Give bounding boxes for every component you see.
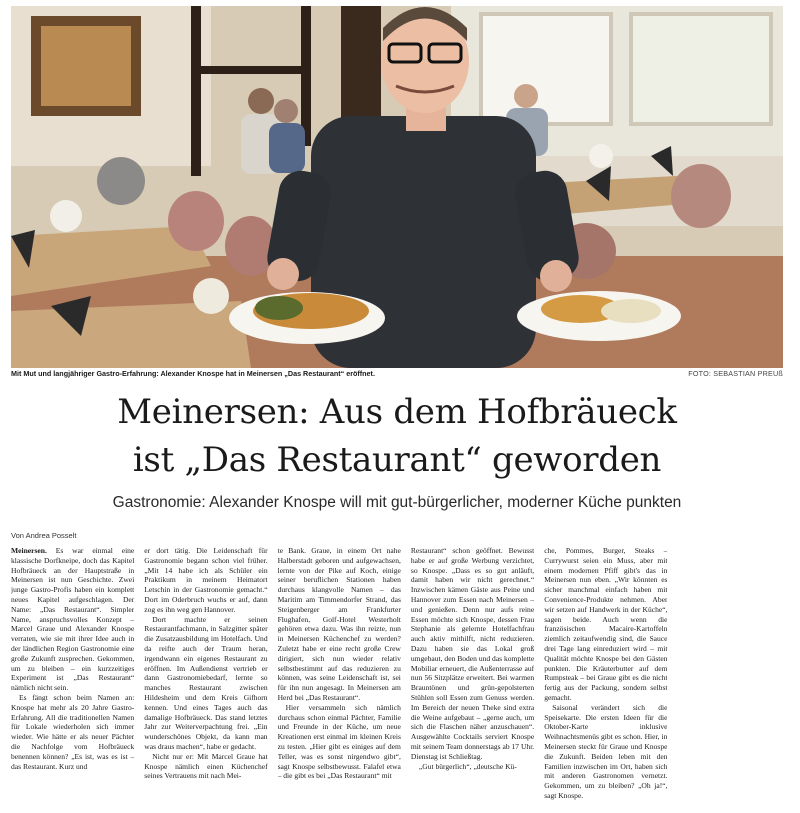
article-paragraph: Nicht nur er: Mit Marcel Graue hat Knospe nämlich einen Küchenchef seines Vertrauens mit nach Mei- (144, 751, 268, 781)
article-paragraph: Hier versammeln sich nämlich durchaus schon einmal Pächter, Familie und Freunde in der Küche, um neue Kreationen erst einmal im kleinen Kreis zu testen. „Hier gibt es einiges auf dem Teller, was es sonst nirgendwo gibt“, sagt Knospe selbstbewusst. Falafel etwa – die gibt es bei „Das Restaurant“ mit (277, 702, 401, 781)
article-column-3 (278, 546, 401, 808)
article-body (11, 546, 789, 808)
photo-credits (11, 369, 783, 381)
article-column-4 (411, 546, 534, 808)
article-paragraph: te Bank. Graue, in einem Ort nahe Halberstadt geboren und aufgewachsen, lernte von der Pike auf Koch, einige seiner beruflichen Stationen haben durchaus klangvolle Namen – das Maritim am Timmendorfer Strand, das Steigenberger am Frankfurter Flughafen, Golf-Hotel Westerholt gehören etwa dazu. Was ihn reizte, nun in Meinersen Küchenchef zu werden? Zuletzt habe er eine recht große Crew dirigiert, sich nun wieder relativ selbstbestimmt auf das reduzieren zu können, was seine Leidenschaft ist, sei für ihn nun angesagt. In Meinersen am Herd bei „Das Restaurant“. (277, 546, 401, 702)
article-column-1 (11, 546, 134, 808)
headline-line-1: Meinersen: Aus dem Hofbräueck (117, 392, 677, 432)
article-paragraph (11, 546, 134, 693)
subheadline: Gastronomie: Alexander Knospe will mit gut-bürgerlicher, moderner Küche punkten (112, 494, 682, 511)
article-paragraph: Saisonal verändert sich die Speisekarte. Die ersten Ideen für die Oktober-Karte inklusive Weihnachtsmenüs gibt es schon. Hier, in Meinersen steckt für Graue und Knospe die Zukunft. Beiden leben mit den Familien inzwischen im Ort, haben sich mit anderen Gastronomen vernetzt. Gekommen, um zu bleiben? „Oh ja!“, sagt Knospe. (544, 702, 668, 800)
article-photo (11, 6, 783, 368)
headline-line-2: ist „Das Restaurant“ geworden (132, 440, 662, 480)
article-paragraph: Dort machte er seinen Restaurantfachmann, in Salzgitter später die Zusatzausbildung im Hotelfach. Und da reifte auch der Traum heran, irgendwann ein eigenes Restaurant zu eröffnen. Im Außendienst vertrieb er dann Gastronomiebedarf, lernte so manches Restaurant zwischen Hildesheim und dem Kreis Gifhorn kennen. Und eines Tages auch das damalige Hofbräueck. Das stand letztes Jahr zur Weiterverpachtung frei. „Ein wunderschönes Objekt, da kann man was draus machen“, habe er gedacht. (144, 614, 268, 751)
article-paragraph: „Gut bürgerlich“, „deutsche Kü- (418, 761, 517, 771)
byline: Von Andrea Posselt (11, 531, 77, 540)
dateline: Meinersen. (11, 546, 47, 555)
photo-credit: FOTO: SEBASTIAN PREUß (688, 369, 783, 378)
restaurant-photo (11, 6, 783, 368)
article-paragraph: che, Pommes, Burger, Steaks – Currywurst seien ein Muss, aber mit einem modernen Pfiff gibt's das in Meinersen nun eben. „Wir könnten es sicher manchmal einfach haben mit Convenience-Produkte nehmen. Aber wir setzen auf Handwerk in der Küche“, sagen beide. Auch wenn die französischen Macaire-Kartoffeln ziemlich zeitaufwendig sind, die Sauce drei Tage lang einreduziert wird – mit Qualität möchte Knospe bei den Gästen punkten. Die Kräuterbutter auf dem Rumpsteak – bei Graue gibt es die nicht fertig aus der Packung, sondern selbst gemacht. (544, 546, 668, 702)
article-column-5 (544, 546, 667, 808)
photo-caption: Mit Mut und langjähriger Gastro-Erfahrung: Alexander Knospe hat in Meinersen „Das Restaurant“ eröffnet. (11, 369, 375, 378)
article-paragraph: Restaurant“ schon geöffnet. Bewusst habe er auf große Werbung verzichtet, so Knospe. „Dass es so gut anläuft, damit haben wir nicht gerechnet.“ Inzwischen kämen Gäste aus Peine und Hannover zum Essen nach Meinersen – und genießen. Denn nur aufs reine Essen möchte sich Knospe, dessen Frau Stephanie als gelernte Hotelfachfrau auch aktiv mithilft, nicht reduzieren. Dazu haben sie das Lokal groß umgebaut, den Boden und das komplette Mobiliar erneuert, die Außenterrasse auf nun 56 Sitzplätze erweitert. Bei warmen Brauntönen und grün-gepolsterten Stühlen soll Essen zum Genuss werden. Im Bereich der neuen Theke sind extra die Weine aufgebaut – „gerne auch, um sich die Flaschen näher anzuschauen“. Ausgewählte Cocktails serviert Knospe mit seinem Team donnerstags ab 17 Uhr. Dienstag ist Schließtag. (410, 546, 535, 761)
article-paragraph: er dort tätig. Die Leidenschaft für Gastronomie begann schon viel früher. „Mit 14 habe ich als Schüler ein Praktikum in meinem Heimatort Letschin in der Gastronomie gemacht.“ Dort im Oderbruch wuchs er auf, dann zog es ihn weg gen Hannover. (144, 546, 268, 614)
paragraph-text: Es war einmal eine klassische Dorfkneipe, doch das Kapitel Hofbräueck an der Hauptstraße in Meinersen ist nun Geschichte. Zwei junge Gastro-Profis haben ein komplett neues Kapitel aufgeschlagen. Der Name: „Das Restaurant“. Simpler Name, anspruchsvolles Konzept – Marcel Graue und Alexander Knospe verraten, wie sie mit ihrer Idee auch in der ländlichen Region Gastronomie eine große Zukunft zusprechen. Gekommen, um zu bleiben – ein kurzzeitiges Experiment ist „Das Restaurant“ nämlich nicht sein. (11, 546, 135, 693)
article-paragraph: Es fängt schon beim Namen an: Knospe hat mehr als 20 Jahre Gastro-Erfahrung. All die traditionellen Namen für Lokale wiederholen sich immer wieder. Wie hätte er als neuer Pächter die Nachfolge vom Hofbräueck benennen können? „Es ist, was es ist – das Restaurant. Kurz und (11, 692, 135, 771)
article-column-2 (144, 546, 267, 808)
